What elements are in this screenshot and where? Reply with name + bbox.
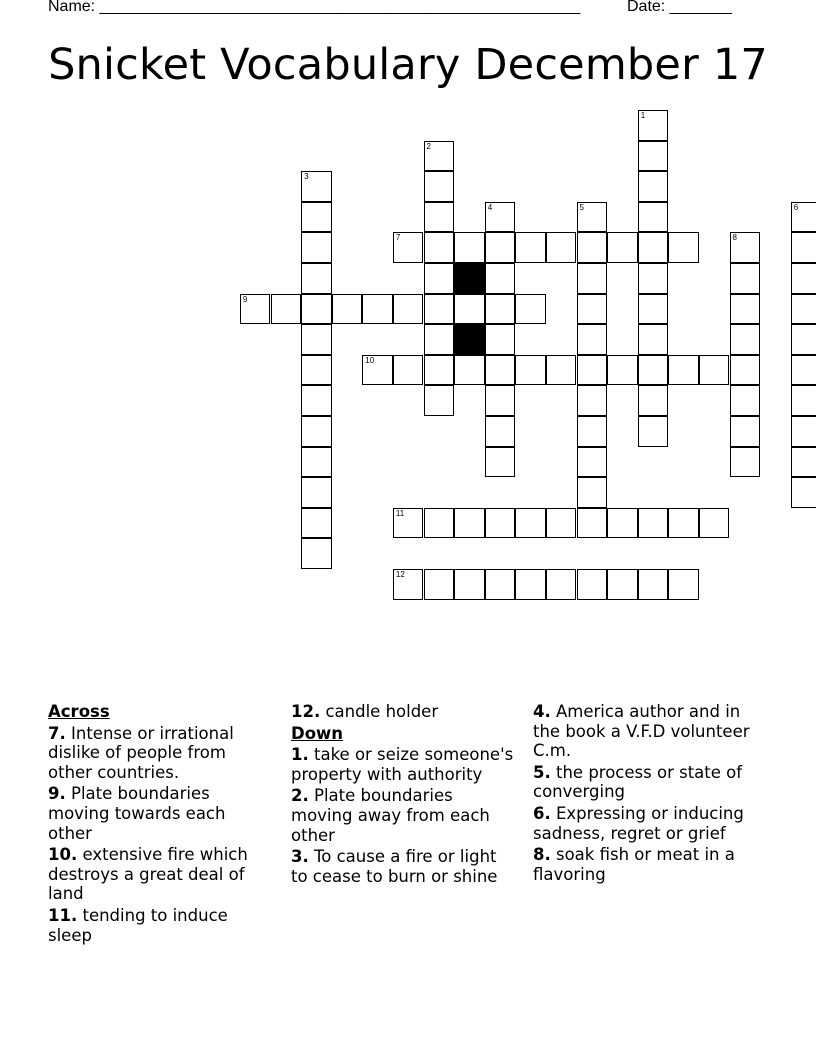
grid-cell[interactable] — [668, 508, 699, 539]
grid-cell[interactable] — [424, 141, 455, 172]
cell-number: 11 — [395, 508, 405, 518]
grid-cell[interactable] — [424, 263, 455, 294]
grid-cell[interactable] — [485, 263, 516, 294]
grid-cell[interactable] — [485, 324, 516, 355]
grid-cell[interactable] — [301, 538, 332, 569]
grid-cell[interactable] — [485, 232, 516, 263]
grid-cell[interactable] — [240, 294, 271, 325]
grid-cell[interactable] — [301, 232, 332, 263]
grid-cell[interactable] — [791, 294, 816, 325]
grid-cell[interactable] — [271, 294, 302, 325]
cell-number: 4 — [487, 202, 493, 212]
grid-cell[interactable] — [638, 141, 669, 172]
grid-cell[interactable] — [301, 477, 332, 508]
grid-cell[interactable] — [362, 355, 393, 386]
grid-cell[interactable] — [699, 508, 730, 539]
grid-cell[interactable] — [424, 171, 455, 202]
grid-cell[interactable] — [301, 385, 332, 416]
grid-cell[interactable] — [638, 294, 669, 325]
clue-text: Plate boundaries moving away from each other — [291, 786, 490, 845]
grid-cell[interactable] — [638, 171, 669, 202]
clue-text: candle holder — [320, 702, 439, 721]
grid-block — [454, 263, 485, 294]
cell-number: 3 — [304, 172, 309, 182]
grid-cell[interactable] — [607, 355, 638, 386]
clues-column-1 — [48, 702, 273, 947]
grid-cell[interactable] — [515, 508, 546, 539]
grid-cell[interactable] — [577, 477, 608, 508]
grid-cell[interactable] — [454, 232, 485, 263]
grid-cell[interactable] — [454, 569, 485, 600]
grid-cell[interactable] — [424, 324, 455, 355]
grid-cell[interactable] — [791, 477, 816, 508]
grid-cell[interactable] — [546, 569, 577, 600]
clue-number: 5. — [533, 762, 551, 782]
grid-cell[interactable] — [393, 355, 424, 386]
grid-cell[interactable] — [638, 110, 669, 141]
down-clue — [533, 845, 758, 884]
down-clue — [291, 847, 516, 886]
grid-cell[interactable] — [485, 355, 516, 386]
grid-cell[interactable] — [546, 508, 577, 539]
grid-cell[interactable] — [730, 416, 761, 447]
across-clue — [48, 906, 273, 945]
across-clue — [291, 702, 516, 722]
grid-cell[interactable] — [638, 324, 669, 355]
down-heading: Down — [291, 723, 344, 743]
grid-cell[interactable] — [638, 232, 669, 263]
clue-number: 11. — [48, 905, 78, 925]
grid-cell[interactable] — [301, 324, 332, 355]
grid-cell[interactable] — [791, 202, 816, 233]
grid-cell[interactable] — [638, 202, 669, 233]
grid-cell[interactable] — [638, 355, 669, 386]
grid-cell[interactable] — [791, 324, 816, 355]
grid-cell[interactable] — [577, 263, 608, 294]
grid-cell[interactable] — [393, 232, 424, 263]
grid-cell[interactable] — [485, 294, 516, 325]
grid-cell[interactable] — [301, 202, 332, 233]
cell-number: 5 — [579, 202, 584, 212]
grid-cell[interactable] — [791, 263, 816, 294]
grid-cell[interactable] — [668, 232, 699, 263]
clue-text: extensive fire which destroys a great deal of land — [48, 845, 248, 904]
grid-cell[interactable] — [424, 508, 455, 539]
cell-number: 1 — [640, 111, 646, 120]
cell-number: 8 — [732, 233, 737, 243]
grid-cell[interactable] — [362, 294, 393, 325]
grid-cell[interactable] — [577, 385, 608, 416]
grid-cell[interactable] — [546, 232, 577, 263]
down-clue — [533, 763, 758, 802]
cell-number: 7 — [395, 233, 401, 243]
grid-cell[interactable] — [730, 324, 761, 355]
grid-cell[interactable] — [577, 508, 608, 539]
grid-cell[interactable] — [485, 569, 516, 600]
grid-cell[interactable] — [577, 294, 608, 325]
grid-cell[interactable] — [485, 416, 516, 447]
grid-cell[interactable] — [393, 294, 424, 325]
grid-cell[interactable] — [332, 294, 363, 325]
cell-number: 2 — [426, 141, 431, 151]
grid-cell[interactable] — [485, 385, 516, 416]
grid-cell[interactable] — [668, 569, 699, 600]
clue-number: 9. — [48, 784, 66, 804]
down-clue — [533, 702, 758, 761]
across-heading: Across — [48, 702, 110, 721]
grid-cell[interactable] — [454, 508, 485, 539]
grid-cell[interactable] — [301, 416, 332, 447]
grid-cell[interactable] — [577, 324, 608, 355]
clue-text: America author and in the book a V.F.D volunteer C.m. — [533, 702, 750, 761]
grid-cell[interactable] — [607, 232, 638, 263]
grid-cell[interactable] — [454, 355, 485, 386]
grid-cell[interactable] — [791, 447, 816, 478]
grid-cell[interactable] — [730, 355, 761, 386]
grid-cell[interactable] — [577, 569, 608, 600]
grid-cell[interactable] — [393, 569, 424, 600]
grid-cell[interactable] — [515, 569, 546, 600]
grid-cell[interactable] — [638, 263, 669, 294]
grid-cell[interactable] — [301, 294, 332, 325]
down-clue — [533, 804, 758, 843]
grid-cell[interactable] — [424, 202, 455, 233]
across-clue — [48, 845, 273, 904]
clues-column-2 — [291, 702, 516, 888]
across-clue — [48, 724, 273, 783]
date-field-label: Date: _______ — [627, 0, 732, 15]
grid-cell[interactable] — [638, 385, 669, 416]
grid-cell[interactable] — [638, 416, 669, 447]
grid-cell[interactable] — [730, 232, 761, 263]
grid-cell[interactable] — [699, 355, 730, 386]
grid-cell[interactable] — [668, 355, 699, 386]
grid-cell[interactable] — [515, 294, 546, 325]
clue-text: the process or state of converging — [533, 762, 743, 802]
grid-cell[interactable] — [424, 355, 455, 386]
grid-cell[interactable] — [424, 294, 455, 325]
grid-cell[interactable] — [424, 385, 455, 416]
across-clue — [48, 784, 273, 843]
grid-cell[interactable] — [301, 355, 332, 386]
grid-cell[interactable] — [638, 508, 669, 539]
grid-cell[interactable] — [577, 416, 608, 447]
cell-number: 6 — [793, 202, 799, 212]
grid-cell[interactable] — [577, 447, 608, 478]
down-clue — [291, 745, 516, 784]
grid-cell[interactable] — [515, 355, 546, 386]
grid-block — [454, 324, 485, 355]
down-clue — [291, 786, 516, 845]
clue-text: soak fish or meat in a flavoring — [533, 845, 735, 884]
clue-number: 7. — [48, 723, 66, 743]
grid-cell[interactable] — [791, 385, 816, 416]
grid-cell[interactable] — [607, 508, 638, 539]
clue-text: To cause a fire or light to cease to burn or shine — [291, 847, 498, 886]
clue-number: 2. — [291, 786, 309, 806]
clue-text: Plate boundaries moving towards each other — [48, 784, 226, 843]
clue-number: 3. — [291, 847, 309, 867]
cell-number: 10 — [365, 355, 375, 365]
name-field-label: Name: ______________________________________________________ — [48, 0, 581, 15]
grid-cell[interactable] — [730, 294, 761, 325]
grid-cell[interactable] — [791, 232, 816, 263]
clue-number: 12. — [291, 702, 321, 721]
grid-cell[interactable] — [454, 294, 485, 325]
clues-column-3 — [533, 702, 758, 886]
grid-cell[interactable] — [301, 263, 332, 294]
grid-cell[interactable] — [485, 202, 516, 233]
clue-number: 4. — [533, 702, 551, 721]
grid-cell[interactable] — [577, 232, 608, 263]
grid-cell[interactable] — [546, 355, 577, 386]
grid-cell[interactable] — [515, 232, 546, 263]
grid-cell[interactable] — [577, 202, 608, 233]
grid-cell[interactable] — [791, 355, 816, 386]
clue-text: Expressing or inducing sadness, regret or grief — [533, 803, 744, 843]
grid-cell[interactable] — [607, 569, 638, 600]
grid-cell[interactable] — [730, 447, 761, 478]
clue-number: 8. — [533, 845, 551, 865]
cell-number: 12 — [395, 570, 405, 579]
clue-text: Intense or irrational dislike of people from other countries. — [48, 723, 234, 782]
grid-cell[interactable] — [791, 416, 816, 447]
clue-text: take or seize someone's property with authority — [291, 745, 514, 784]
grid-cell[interactable] — [485, 447, 516, 478]
puzzle-title: Snicket Vocabulary December 17 — [48, 40, 768, 90]
cell-number: 9 — [242, 294, 248, 304]
grid-cell[interactable] — [730, 263, 761, 294]
grid-cell[interactable] — [393, 508, 424, 539]
clue-number: 6. — [533, 803, 551, 823]
clue-text: tending to induce sleep — [48, 905, 228, 945]
clue-number: 10. — [48, 845, 78, 865]
clue-number: 1. — [291, 745, 309, 765]
grid-cell[interactable] — [577, 355, 608, 386]
grid-cell[interactable] — [301, 508, 332, 539]
grid-cell[interactable] — [301, 447, 332, 478]
grid-cell[interactable] — [730, 385, 761, 416]
grid-cell[interactable] — [301, 171, 332, 202]
grid-cell[interactable] — [424, 569, 455, 600]
grid-cell[interactable] — [485, 508, 516, 539]
grid-cell[interactable] — [424, 232, 455, 263]
grid-cell[interactable] — [638, 569, 669, 600]
